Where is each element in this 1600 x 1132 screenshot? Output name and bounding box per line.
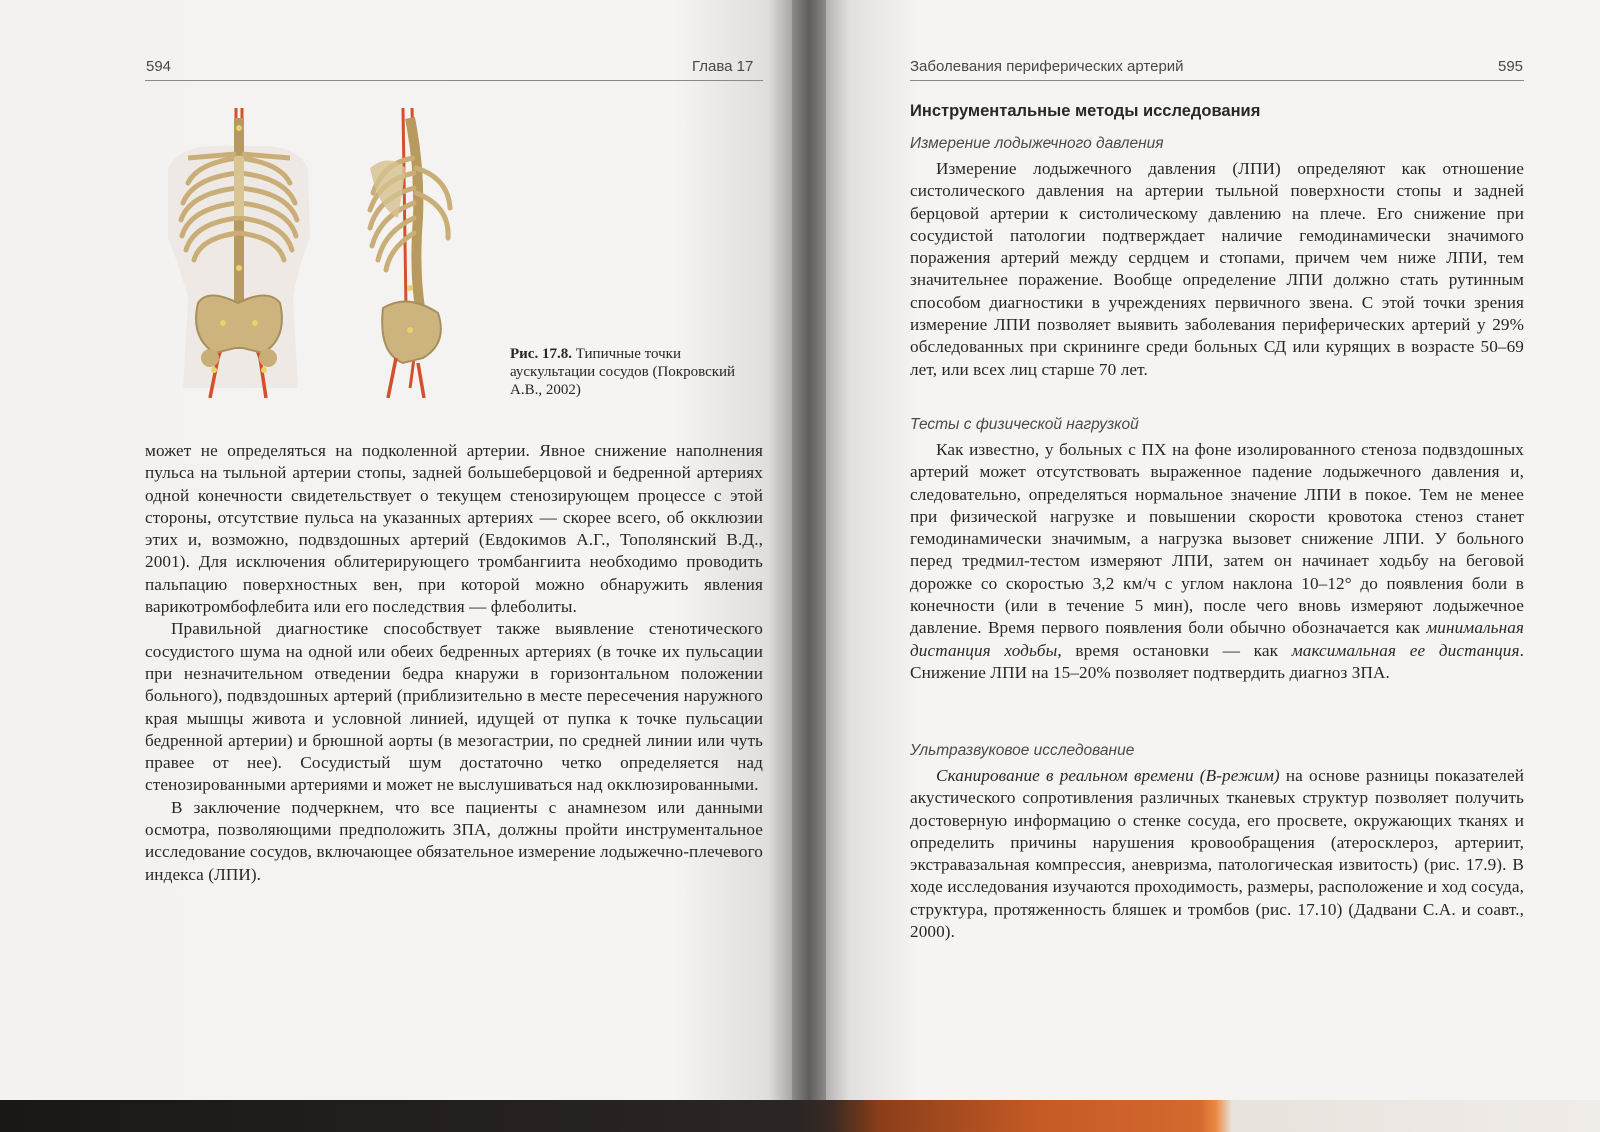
text-run: . Снижение ЛПИ на 15–20% позволяет подтвердить диагноз ЗПА. (910, 640, 1524, 682)
section-title: Инструментальные методы исследования (910, 102, 1261, 120)
paragraph: Правильной диагностике способствует также выявление стенотического сосудистого шума на одной или обеих бедренных артериях (в точке их пульсации при незначительном отведении бедра кнаружи в горизонтальном положении больного), подвздошных артерий (приблизительно в месте пересечения наружного края мышцы живота и условной линией, идущей от пупка к точке пульсации бедренной артерии) и брюшной аорты (в мезогастрии, по средней линии или чуть правее от нее). Сосудистый шум достаточно четко определяется над стенозированными артериями и может не выслушиваться над окклюзированными. (145, 619, 763, 795)
figure-skeleton-illustration (148, 108, 498, 398)
header-rule-right (910, 80, 1524, 81)
figure-caption (510, 345, 760, 399)
subsection-text (910, 439, 1524, 684)
chapter-header: Глава 17 (692, 58, 754, 75)
italic-term: минимальная дистанция ходьбы (910, 618, 1524, 660)
paragraph: может не определяться на подколенной артерии. Явное снижение наполнения пульса на тыльной артерии стопы, задней большеберцовой и бедренной артериях одной конечности свидетельствует о текущем стенозирующем процессе с этой стороны, отсутствие пульса на указанных артериях — скорее всего, об окклюзии этих и, возможно, подвздошных артерий (Евдокимов А.Г., Тополянский В.Д., 2001). Для исключения облитерирующего тромбангиита необходимо проводить пальпацию поверхностных вен, при которой можно обнаружить явления варикотромбофлебита или его последствия — флеболиты. (145, 441, 763, 617)
paragraph (910, 439, 1524, 684)
subsection-title: Тесты с физической нагрузкой (910, 416, 1139, 433)
left-body-text (145, 440, 763, 886)
paragraph (910, 765, 1524, 943)
italic-term: Сканирование в реальном времени (В-режим) (936, 766, 1280, 785)
text-run: на основе разницы показателей акустического сопротивления различных тканевых структур позволяет получить достоверную информацию о стенке сосуда, его просвете, окружающих тканях и определить причины нарушения кровообращения (атеросклероз, артериит, экстравазальная компрессия, аневризма, патологическая извитость) (рис. 17.9). В ходе исследования изучаются проходимость, размеры, расположение и ход сосуда, структура, протяженность бляшек и тромбов (рис. 17.10) (Дадвани С.А. и соавт., 2000). (910, 766, 1524, 942)
text-run: , время остановки — как (1057, 640, 1292, 660)
paragraph: В заключение подчеркнем, что все пациенты с анамнезом или данными осмотра, позволяющими предположить ЗПА, должны пройти инструментальное исследование сосудов, включающее обязательное измерение лодыжечно-плечевого индекса (ЛПИ). (145, 797, 763, 884)
skeleton-side-view (370, 108, 450, 398)
text-run: Как известно, у больных с ПХ на фоне изолированного стеноза подвздошных артерий может отсутствовать выраженное падение лодыжечного давления и, следовательно, определяться нормальное значение ЛПИ в покое. Тем не менее при физической нагрузке и повышении скорости кровотока стеноз станет гемодинамически значимым, а нагрузка вызовет снижение ЛПИ. У больного перед тредмил-тестом измеряют ЛПИ, затем он начинает ходьбу на беговой дорожке со скоростью 3,2 км/ч с углом наклона 10–12° до появления боли в конечности (или в течение 5 мин), после чего вновь измеряют лодыжечное давление. Время первого появления боли обычно обозначается как (910, 440, 1524, 638)
right-page (826, 0, 1600, 1100)
page-number-left: 594 (146, 58, 172, 75)
header-rule-left (145, 80, 763, 81)
subsection-title: Ультразвуковое исследование (910, 742, 1135, 759)
running-title: Заболевания периферических артерий (910, 58, 1184, 75)
book-edge (0, 1100, 1600, 1132)
figure-label: Рис. 17.8. (510, 346, 572, 362)
book-gutter (792, 0, 826, 1100)
subsection-title: Измерение лодыжечного давления (910, 135, 1164, 152)
italic-term: максимальная ее дистанция (1291, 640, 1520, 660)
skeleton-front-view (168, 108, 310, 398)
paragraph: Измерение лодыжечного давления (ЛПИ) определяют как отношение систолического давления на артерии тыльной поверхности стопы и задней берцовой артерии к систолическому давлению на плече. Его снижение при сосудистой патологии подтверждает наличие гемодинамически значимого поражения артерий между сердцем и стопами, причем чем ниже ЛПИ, тем значительнее поражение. Вообще определение ЛПИ должно стать рутинным способом диагностики в учреждениях первичного звена. С этой точки зрения измерение ЛПИ позволяет выявить заболевания периферических артерий у 29% обследованных при скрининге среди больных СД или курящих в возрасте 50–69 лет, или всех лиц старше 70 лет. (910, 159, 1524, 379)
subsection-text (910, 765, 1524, 943)
subsection-text (910, 158, 1524, 381)
page-number-right: 595 (1498, 58, 1524, 75)
left-page (0, 0, 792, 1100)
figure-caption-text: Типичные точки аускультации сосудов (Покровский А.В., 2002) (510, 346, 736, 398)
